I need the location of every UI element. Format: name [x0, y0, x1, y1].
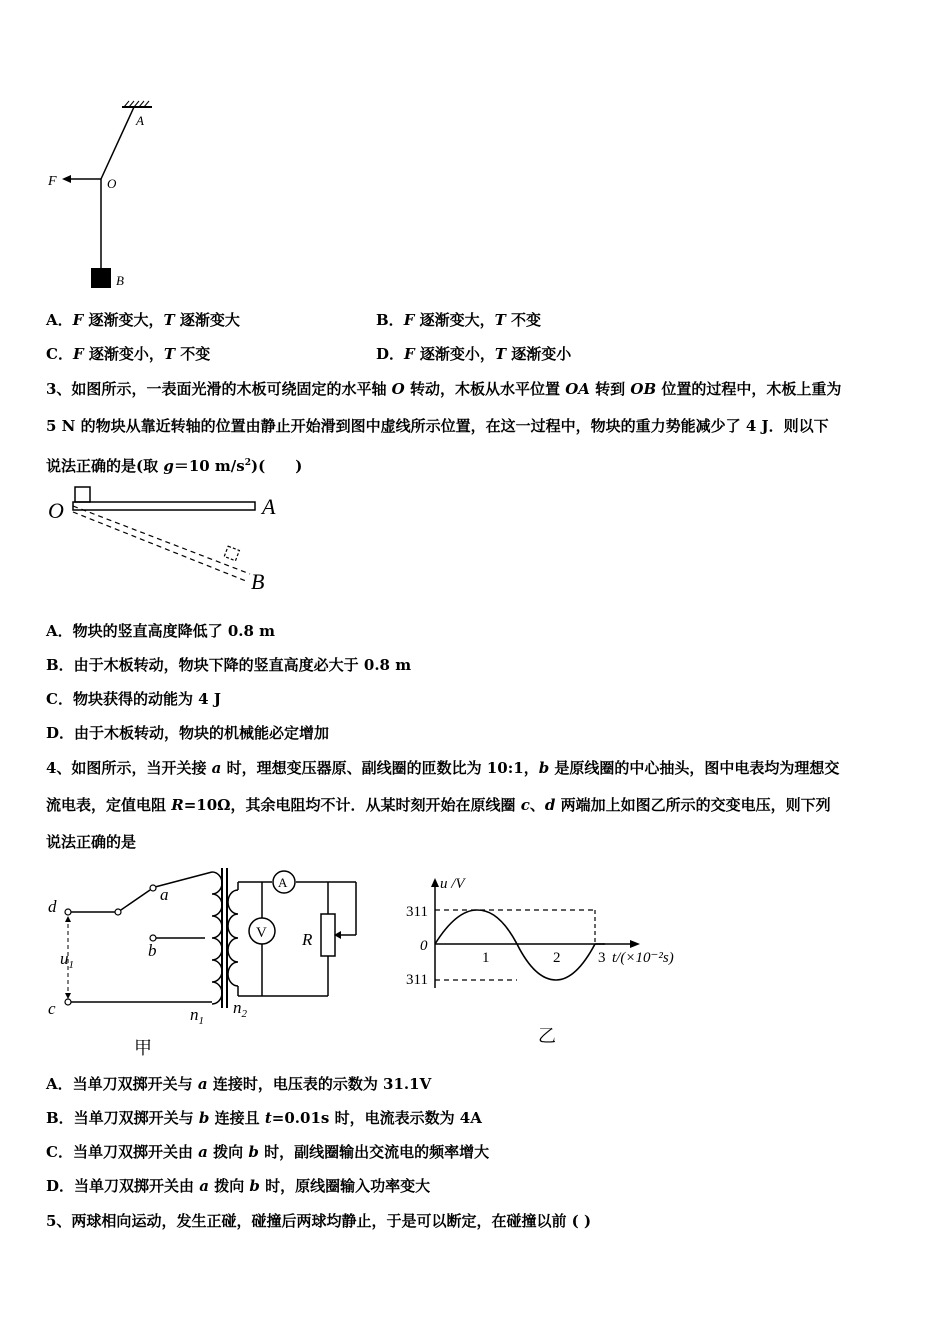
q4-stem-line2: 流电表，定值电阻 R=10Ω，其余电阻均不计．从某时刻开始在原线圈 c、d 两端加上如图乙所示的交变电压，则下列 — [46, 796, 831, 814]
label-b: b — [148, 941, 157, 960]
origin-label: 0 — [420, 938, 428, 954]
terminal-d — [65, 909, 71, 915]
label-n1: $n_1$ — [190, 1005, 204, 1027]
transformer-circuit — [40, 860, 380, 1065]
q2-option-b: B．F 逐渐变大，T 不变 — [376, 311, 541, 329]
force-f-arrowhead — [62, 175, 71, 183]
sine-curve — [435, 910, 595, 980]
q2-option-a: A．F 逐渐变大，T 逐渐变大 — [46, 311, 240, 329]
q3-option-b: B．由于木板转动，物块下降的竖直高度必大于 0.8 m — [46, 656, 412, 674]
rope-oa — [101, 107, 134, 179]
caption-jia: 甲 — [134, 1038, 152, 1058]
board-ob-dashed-top — [73, 506, 250, 574]
label-o: O — [48, 498, 64, 523]
x-axis-label: t/(×10⁻²s) — [612, 950, 674, 966]
label-b: B — [251, 569, 265, 594]
x-tick-2: 2 — [553, 950, 561, 966]
label-u1: $u_1$ — [60, 949, 74, 971]
switch-pivot — [115, 909, 121, 915]
y-min-label: 311 — [406, 972, 428, 988]
q3-option-d: D．由于木板转动，物块的机械能必定增加 — [46, 724, 330, 742]
contact-a — [150, 885, 156, 891]
q4-stem-line3: 说法正确的是 — [46, 833, 137, 851]
q4-stem-line1: 4、如图所示，当开关接 a 时，理想变压器原、副线圈的匝数比为 10:1，b 是原线圈的中心抽头，图中电表均为理想交 — [46, 759, 840, 777]
voltmeter-label: V — [256, 925, 267, 941]
y-axis-label: u /V — [440, 876, 465, 892]
label-b: B — [116, 273, 124, 288]
q4-option-d: D．当单刀双掷开关由 a 拨向 b 时，原线圈输入功率变大 — [46, 1177, 431, 1195]
q4-option-b: B．当单刀双掷开关与 b 连接且 t=0.01s 时，电流表示数为 4A — [46, 1109, 482, 1127]
q5-stem: 5、两球相向运动，发生正碰，碰撞后两球均静止，于是可以断定，在碰撞以前 ( ) — [46, 1212, 592, 1230]
y-max-label: 311 — [406, 904, 428, 920]
q2-option-d: D．F 逐渐变小，T 逐渐变小 — [376, 345, 572, 363]
q3-option-c: C．物块获得的动能为 4 J — [46, 690, 221, 708]
block-on-board — [75, 487, 90, 502]
q3-stem-line1: 3、如图所示，一表面光滑的木板可绕固定的水平轴 O 转动，木板从水平位置 OA 转到 OB 位置的过程中，木板上重为 — [46, 380, 842, 398]
q3-stem-line3: 说法正确的是(取 g＝10 $m/s^2$)( ) — [46, 457, 303, 475]
resistor-label: R — [302, 930, 313, 949]
q2-option-c: C．F 逐渐变小，T 不变 — [46, 345, 211, 363]
label-a: a — [160, 885, 169, 904]
x-tick-3: 3 — [598, 950, 606, 966]
caption-yi: 乙 — [538, 1026, 556, 1046]
label-c: c — [48, 999, 56, 1018]
terminal-c — [65, 999, 71, 1005]
board-ob-dashed-bottom — [73, 512, 246, 581]
q3-option-a: A．物块的竖直高度降低了 0.8 m — [46, 622, 276, 640]
label-a: A — [136, 113, 144, 128]
pendulum-figure — [40, 95, 170, 295]
q3-stem-line2: 5 N 的物块从靠近转轴的位置由静止开始滑到图中虚线所示位置，在这一过程中，物块的重力势能减少了 4 J．则以下 — [46, 417, 829, 435]
block-b — [91, 268, 111, 288]
x-tick-1: 1 — [482, 950, 490, 966]
label-a: A — [262, 494, 276, 519]
block-dashed — [224, 546, 239, 561]
label-o: O — [107, 176, 117, 191]
board-figure — [40, 482, 290, 597]
label-f: F — [48, 174, 57, 189]
voltage-graph — [400, 870, 700, 1055]
q4-option-c: C．当单刀双掷开关由 a 拨向 b 时，副线圈输出交流电的频率增大 — [46, 1143, 490, 1161]
label-d: d — [48, 897, 57, 916]
board-oa — [73, 502, 255, 510]
ammeter-label: A — [278, 875, 288, 890]
label-n2: $n_2$ — [233, 998, 247, 1020]
q4-option-a: A．当单刀双掷开关与 a 连接时，电压表的示数为 31.1V — [46, 1075, 432, 1093]
